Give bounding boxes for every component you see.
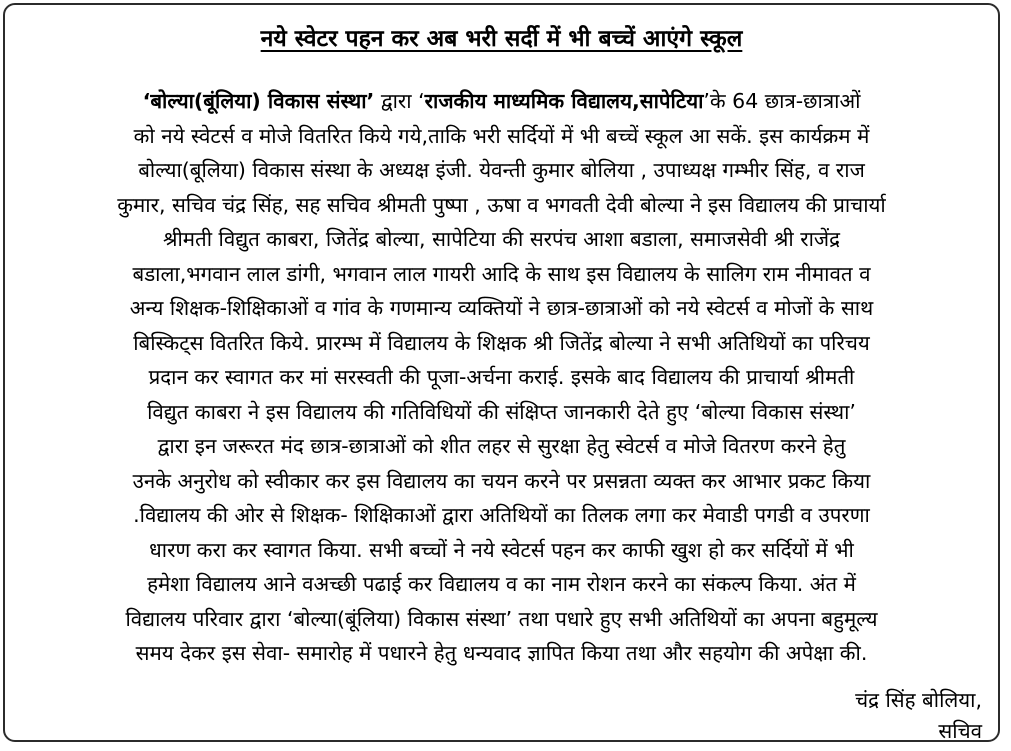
- paragraph-line: विद्यालय परिवार द्वारा ‘बोल्या(बूंलिया) विकास संस्था’ तथा पधारे हुए सभी अतिथियों का अपना बहुमूल्य: [125, 606, 878, 631]
- body-text: [15, 84, 988, 671]
- document-frame: [3, 3, 1000, 742]
- paragraph-line: उनके अनुरोध को स्वीकार कर इस विद्यालय का चयन करने पर प्रसन्नता व्यक्त कर आभार प्रकट किया: [132, 468, 871, 493]
- paragraph-line: विद्युत काबरा ने इस विद्यालय की गतिविधियों की संक्षिप्त जानकारी देते हुए ‘बोल्या विकास संस्था’: [147, 399, 856, 424]
- signature-block: [855, 685, 982, 747]
- paragraph-line: अन्य शिक्षक-शिक्षिकाओं व गांव के गणमान्य व्यक्तियों ने छात्र-छात्राओं को नये स्वेटर्स व मोजों के साथ: [129, 296, 874, 320]
- bold-text-segment: राजकीय माध्यमिक विद्यालय,सापेटिया: [424, 89, 704, 113]
- text-segment: ’के 64 छात्र-छात्राओं: [703, 89, 861, 113]
- signature-role: सचिव: [938, 719, 982, 743]
- paragraph-line: द्वारा इन जरूरत मंद छात्र-छात्राओं को शीत लहर से सुरक्षा हेतु स्वेटर्स व मोजे वितरण करने हेतु: [157, 434, 846, 458]
- bold-text-segment: ‘बोल्या(बूंलिया) विकास संस्था’: [142, 89, 375, 113]
- paragraph-line: [15, 84, 988, 119]
- text-segment: द्वारा ‘: [374, 89, 425, 113]
- paragraph-line: प्रदान कर स्वागत कर मां सरस्वती की पूजा-अर्चना कराई. इसके बाद विद्यालय की प्राचार्या श्रीमती: [148, 365, 855, 389]
- paragraph-line: श्रीमती विद्युत काबरा, जितेंद्र बोल्या, सापेटिया की सरपंच आशा बडाला, समाजसेवी श्री राजेंद्र: [162, 227, 841, 251]
- paragraph-line: को नये स्वेटर्स व मोजे वितरित किये गये,ताकि भरी सर्दियों में भी बच्चें स्कूल आ सकें. इस कार्यक्रम में: [133, 123, 870, 148]
- paragraph-line: बिस्किट्स वितरित किये. प्रारम्भ में विद्यालय के शिक्षक श्री जितेंद्र बोल्या ने सभी अतिथियों का परिचय: [133, 330, 870, 355]
- paragraph-line: बोल्या(बूलिया) विकास संस्था के अध्यक्ष इंजी. येवन्ती कुमार बोलिया , उपाध्यक्ष गम्भीर सिंह, व राज: [138, 158, 865, 182]
- signature-name: चंद्र सिंह बोलिया,: [855, 688, 982, 712]
- paragraph-line: हमेशा विद्यालय आने वअच्छी पढाई कर विद्यालय व का नाम रोशन करने का संकल्प किया. अंत में: [147, 572, 856, 596]
- page-title: नये स्वेटर पहन कर अब भरी सर्दी में भी बच्चें आएंगे स्कूल: [260, 26, 743, 52]
- paragraph-line: बडाला,भगवान लाल डांगी, भगवान लाल गायरी आदि के साथ इस विद्यालय के सालिग राम नीमावत व: [132, 261, 871, 286]
- paragraph-line: .विद्यालय की ओर से शिक्षक- शिक्षिकाओं द्वारा अतिथियों का तिलक लगा कर मेवाडी पगडी व उपरणा: [133, 503, 870, 527]
- paragraph-line: समय देकर इस सेवा- समारोह में पधारने हेतु धन्यवाद ज्ञापित किया तथा और सहयोग की अपेक्षा की.: [135, 641, 868, 665]
- paragraph-line: कुमार, सचिव चंद्र सिंह, सह सचिव श्रीमती पुष्पा , ऊषा व भगवती देवी बोल्या ने इस विद्यालय की प्राचार्या: [117, 192, 886, 217]
- paragraph-line: धारण करा कर स्वागत किया. सभी बच्चों ने नये स्वेटर्स पहन कर काफी खुश हो कर सर्दियों में भी: [149, 537, 854, 562]
